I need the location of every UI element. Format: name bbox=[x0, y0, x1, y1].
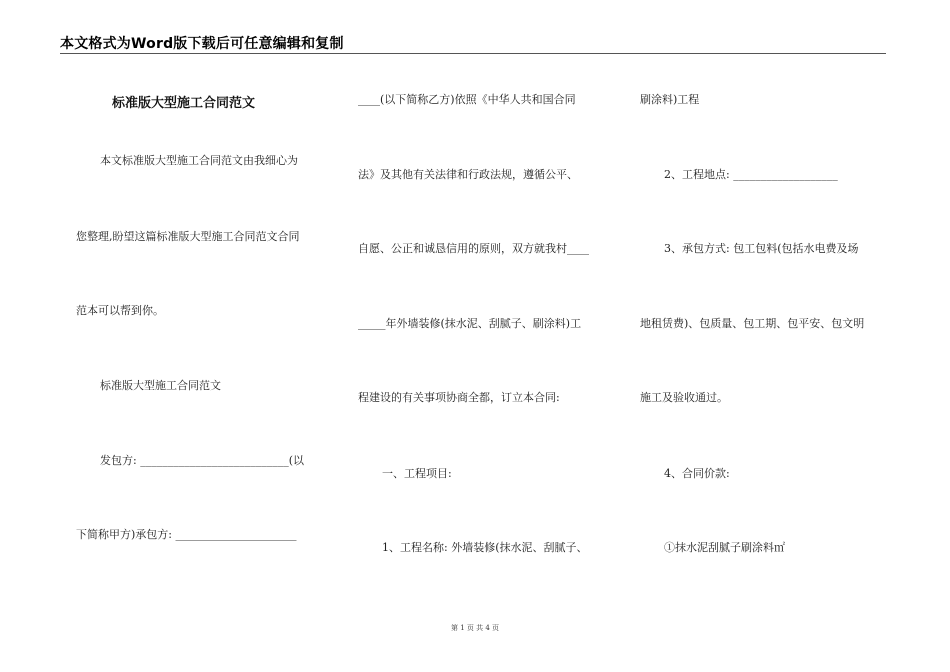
paragraph-line: 2、工程地点: ___________________ bbox=[664, 168, 838, 181]
header-rule bbox=[60, 53, 886, 54]
paragraph-line: 标准版大型施工合同范文 bbox=[100, 379, 221, 392]
paragraph-line: ____(以下简称乙方)依照《中华人共和国合同 bbox=[358, 93, 576, 106]
document-title: 标准版大型施工合同范文 bbox=[112, 96, 256, 111]
paragraph-line: 程建设的有关事项协商全都，订立本合同: bbox=[358, 391, 560, 404]
paragraph-line: _____年外墙装修(抹水泥、刮腻子、刷涂料)工 bbox=[358, 317, 582, 330]
paragraph-line: 3、承包方式: 包工包料(包括水电费及场 bbox=[664, 242, 859, 255]
paragraph-line: 自愿、公正和诚恳信用的原则，双方就我村____ bbox=[358, 242, 589, 255]
paragraph-line: 刷涂料)工程 bbox=[640, 93, 700, 106]
paragraph-line: 4、合同价款: bbox=[664, 467, 730, 480]
paragraph-line: 下简称甲方)承包方: ______________________ bbox=[76, 528, 297, 541]
paragraph-line: 范本可以帮到你。 bbox=[76, 304, 164, 317]
paragraph-line: 发包方: ___________________________(以 bbox=[100, 454, 304, 467]
paragraph-line: 施工及验收通过。 bbox=[640, 391, 728, 404]
paragraph-line: ①抹水泥刮腻子刷涂料㎡ bbox=[664, 541, 785, 554]
paragraph-line: 一、工程项目: bbox=[382, 467, 452, 480]
paragraph-line: 1、工程名称: 外墙装修(抹水泥、刮腻子、 bbox=[382, 541, 588, 554]
paragraph-line: 地租赁费)、包质量、包工期、包平安、包文明 bbox=[640, 317, 865, 330]
paragraph-line: 法》及其他有关法律和行政法规，遵循公平、 bbox=[358, 168, 578, 181]
paragraph-line: 本文标准版大型施工合同范文由我细心为 bbox=[100, 154, 298, 167]
page-footer: 第 1 页 共 4 页 bbox=[450, 624, 500, 632]
page-header: 本文格式为Word版下载后可任意编辑和复制 bbox=[60, 36, 344, 52]
paragraph-line: 您整理,盼望这篇标准版大型施工合同范文合同 bbox=[76, 230, 300, 243]
